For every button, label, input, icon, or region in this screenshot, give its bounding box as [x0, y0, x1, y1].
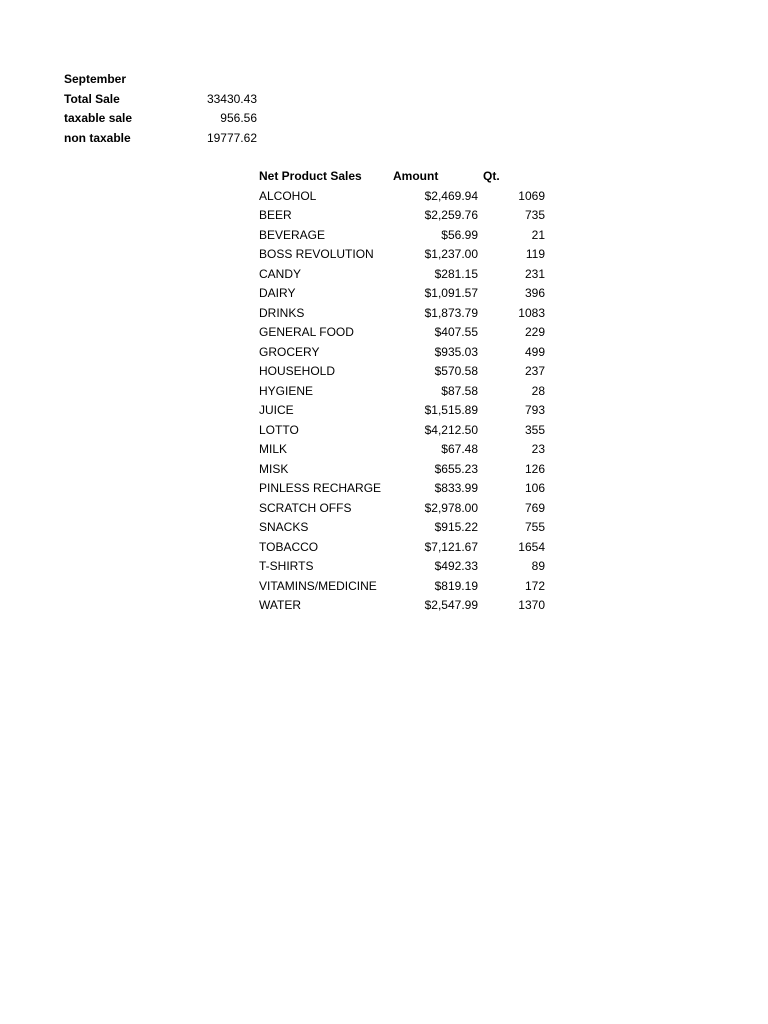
- product-qty: 499: [524, 344, 545, 359]
- product-amount: $2,547.99: [424, 598, 478, 612]
- product-amount: $915.22: [434, 520, 478, 534]
- product-name: HYGIENE: [259, 383, 314, 398]
- product-amount: $67.48: [441, 442, 478, 456]
- product-amount: $4,212.50: [424, 422, 478, 437]
- product-amount: $570.58: [434, 364, 478, 378]
- product-name: BEVERAGE: [259, 227, 326, 242]
- product-qty: 1370: [518, 598, 545, 612]
- product-amount: $281.15: [434, 266, 478, 281]
- product-amount: $935.03: [434, 344, 478, 359]
- product-amount: $492.33: [434, 559, 478, 573]
- taxable-sale-value: 956.56: [220, 111, 257, 125]
- product-name: BOSS REVOLUTION: [259, 247, 374, 261]
- product-qty: 735: [524, 208, 545, 222]
- product-name: MISK: [259, 461, 289, 476]
- product-amount: $7,121.67: [424, 539, 478, 554]
- product-qty: 793: [524, 403, 545, 417]
- product-qty: 119: [525, 247, 545, 261]
- total-sale-label: Total Sale: [64, 91, 120, 106]
- product-amount: $1,873.79: [424, 305, 478, 320]
- product-amount: $833.99: [434, 481, 478, 495]
- non-taxable-value: 19777.62: [206, 130, 257, 145]
- product-name: HOUSEHOLD: [259, 364, 336, 378]
- product-amount: $407.55: [434, 325, 478, 339]
- product-amount: $2,978.00: [424, 500, 478, 515]
- product-qty: 355: [524, 422, 545, 437]
- total-sale-value: 33430.43: [206, 91, 257, 106]
- header-amount: Amount: [393, 169, 439, 183]
- product-amount: $819.19: [434, 578, 478, 593]
- product-amount: $1,237.00: [424, 247, 478, 261]
- product-amount: $87.58: [441, 383, 478, 398]
- product-qty: 1083: [518, 305, 545, 320]
- product-name: T-SHIRTS: [259, 559, 314, 573]
- product-qty: 28: [531, 383, 545, 398]
- product-name: DRINKS: [259, 305, 305, 320]
- product-amount: $655.23: [434, 461, 478, 476]
- product-name: LOTTO: [259, 422, 299, 437]
- product-name: PINLESS RECHARGE: [259, 481, 382, 495]
- product-name: BEER: [259, 208, 292, 222]
- product-name: GROCERY: [259, 344, 320, 359]
- header-qty: Qt.: [483, 169, 500, 183]
- product-amount: $56.99: [441, 227, 478, 242]
- product-name: DAIRY: [259, 286, 296, 300]
- product-amount: $2,259.76: [424, 208, 478, 222]
- product-qty: 23: [531, 442, 545, 456]
- product-qty: 237: [524, 364, 545, 378]
- product-amount: $1,515.89: [424, 403, 478, 417]
- product-amount: $1,091.57: [424, 286, 478, 300]
- product-qty: 755: [524, 520, 545, 534]
- product-qty: 231: [524, 266, 545, 281]
- product-qty: 1654: [518, 539, 545, 554]
- product-name: SNACKS: [259, 520, 309, 534]
- product-qty: 769: [524, 500, 545, 515]
- product-name: VITAMINS/MEDICINE: [259, 578, 377, 593]
- product-name: SCRATCH OFFS: [259, 500, 352, 515]
- product-qty: 126: [524, 461, 545, 476]
- header-product: Net Product Sales: [259, 169, 362, 183]
- product-qty: 106: [524, 481, 545, 495]
- taxable-sale-label: taxable sale: [64, 111, 133, 125]
- product-qty: 396: [524, 286, 545, 300]
- product-amount: $2,469.94: [424, 188, 478, 203]
- product-name: TOBACCO: [259, 539, 319, 554]
- product-name: MILK: [259, 442, 288, 456]
- product-qty: 1069: [518, 188, 545, 203]
- product-qty: 229: [524, 325, 545, 339]
- product-qty: 21: [531, 227, 545, 242]
- product-name: ALCOHOL: [259, 188, 317, 203]
- non-taxable-label: non taxable: [64, 130, 131, 145]
- month-label: September: [64, 72, 127, 86]
- product-name: GENERAL FOOD: [259, 325, 354, 339]
- product-qty: 172: [524, 578, 545, 593]
- product-name: JUICE: [259, 403, 294, 417]
- product-name: CANDY: [259, 266, 302, 281]
- product-qty: 89: [531, 559, 545, 573]
- product-name: WATER: [259, 598, 301, 612]
